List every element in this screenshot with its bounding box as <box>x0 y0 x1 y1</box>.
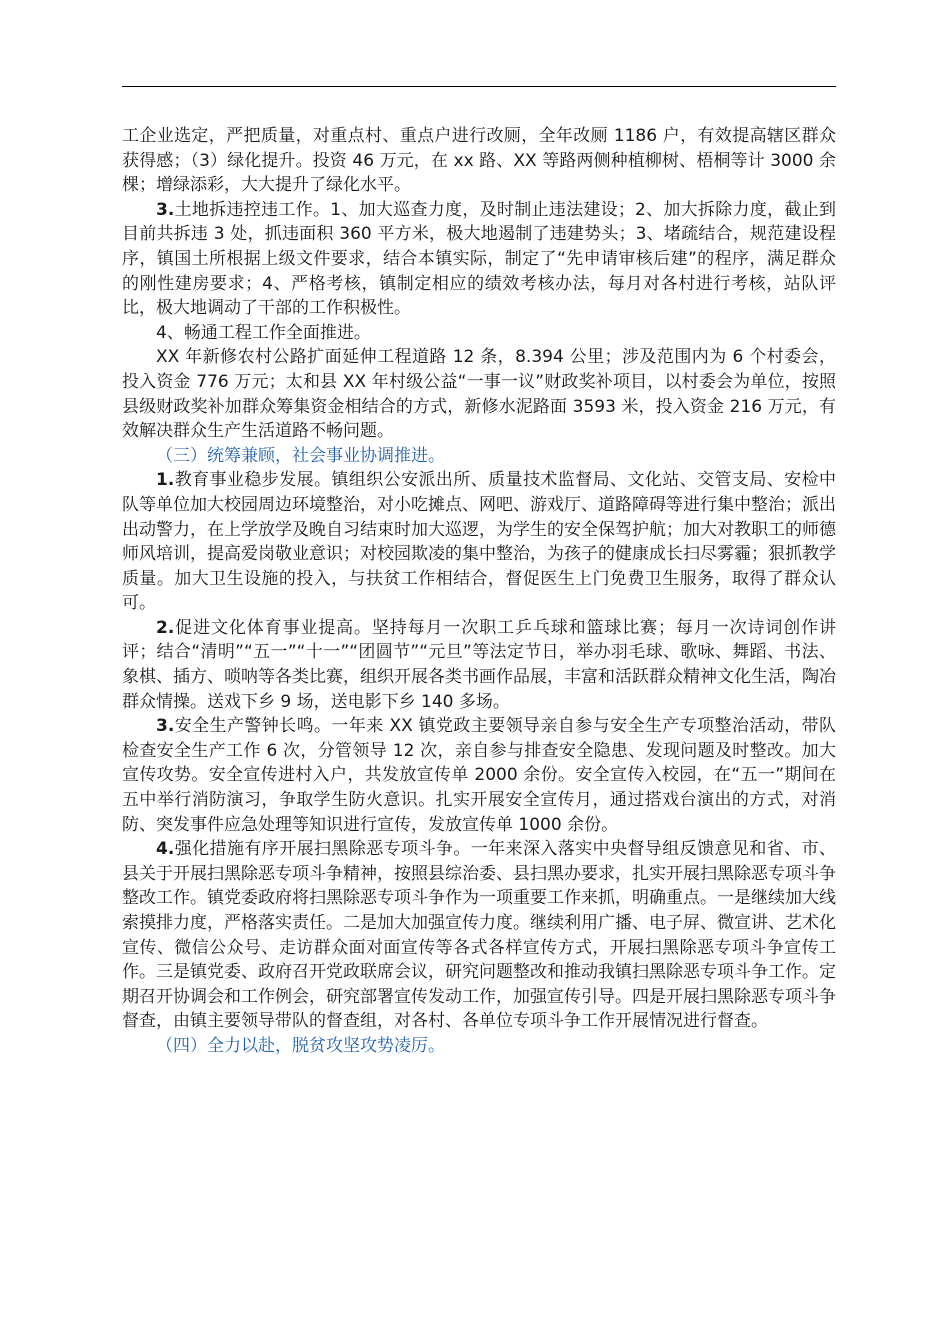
paragraph: 1.教育事业稳步发展。镇组织公安派出所、质量技术监督局、文化站、交管支局、安检中队等单位加大校园周边环境整治，对小吃摊点、网吧、游戏厅、道路障碍等进行集中整治；派出出动警力，在上学放学及晚自习结束时加大巡逻，为学生的安全保驾护航；加大对教职工的师德师风培训，提高爱岗敬业意识；对校园欺凌的集中整治，为孩子的健康成长扫尽雾霾；狠抓教学质量。加大卫生设施的投入，与扶贫工作相结合，督促医生上门免费卫生服务，取得了群众认可。 <box>122 470 836 614</box>
paragraph: 4.强化措施有序开展扫黑除恶专项斗争。一年来深入落实中央督导组反馈意见和省、市、县关于开展扫黑除恶专项斗争精神，按照县综治委、县扫黑办要求，扎实开展扫黑除恶专项斗争整改工作。镇党委政府将扫黑除恶专项斗争作为一项重要工作来抓，明确重点。一是继续加大线索摸排力度，严格落实责任。二是加大加强宣传力度。继续利用广播、电子屏、微宣讲、艺术化宣传、微信公众号、走访群众面对面宣传等各式各样宣传方式，开展扫黑除恶专项斗争宣传工作。三是镇党委、政府召开党政联席会议，研究问题整改和推动我镇扫黑除恶专项斗争工作。定期召开协调会和工作例会，研究部署宣传发动工作，加强宣传引导。四是开展扫黑除恶专项斗争督查，由镇主要领导带队的督查组，对各村、各单位专项斗争工作开展情况进行督查。 <box>122 839 836 1032</box>
header-rule <box>122 86 836 87</box>
paragraph: 3.土地拆违控违工作。1、加大巡查力度，及时制止违法建设；2、加大拆除力度，截止到目前共拆违 3 处，抓违面积 360 平方米，极大地遏制了违建势头；3、堵疏结合，规范建设程序，镇国土所根据上级文件要求，结合本镇实际，制定了“先申请审核后建”的程序，满足群众的刚性建房要求；4、严格考核，镇制定相应的绩效考核办法，每月对各村进行考核，站队评比，极大地调动了干部的工作积极性。 <box>122 199 836 319</box>
section-heading: （四）全力以赴，脱贫攻坚攻势凌厉。 <box>156 1035 445 1056</box>
paragraph: 3.安全生产警钟长鸣。一年来 XX 镇党政主要领导亲自参与安全生产专项整治活动，带队检查安全生产工作 6 次，分管领导 12 次，亲自参与排查安全隐患、发现问题及时整改。加大宣传攻势。安全宣传进村入户，共发放宣传单 2000 余份。安全宣传入校园，在“五一”期间在五中举行消防演习，争取学生防火意识。扎实开展安全宣传月，通过搭戏台演出的方式，对消防、突发事件应急处理等知识进行宣传，发放宣传单 1000 余份。 <box>122 716 836 835</box>
document-body <box>122 124 836 1059</box>
paragraph: 2.促进文化体育事业提高。坚持每月一次职工乒乓球和篮球比赛；每月一次诗词创作讲评；结合“清明”“五一”“十一”“团圆节”“元旦”等法定节日，举办羽毛球、歌咏、舞蹈、书法、象棋、插方、唢呐等各类比赛，组织开展各类书画作品展，丰富和活跃群众精神文化生活，陶冶群众情操。送戏下乡 9 场，送电影下乡 140 多场。 <box>122 617 836 712</box>
section-heading: （三）统筹兼顾，社会事业协调推进。 <box>156 445 445 466</box>
paragraph: 4、畅通工程工作全面推进。 <box>156 322 371 343</box>
paragraph: 工企业选定，严把质量，对重点村、重点户进行改厕，全年改厕 1186 户，有效提高辖区群众获得感；（3）绿化提升。投资 46 万元，在 xx 路、XX 等路两侧种植柳树、梧桐等计 3000 余棵；增绿添彩，大大提升了绿化水平。 <box>122 126 836 196</box>
paragraph: XX 年新修农村公路扩面延伸工程道路 12 条，8.394 公里；涉及范围内为 6 个村委会，投入资金 776 万元；太和县 XX 年村级公益“一事一议”财政奖补项目，以村委会为单位，按照县级财政奖补加群众筹集资金相结合的方式，新修水泥路面 3593 米，投入资金 216 万元，有效解决群众生产生活道路不畅问题。 <box>122 347 836 442</box>
